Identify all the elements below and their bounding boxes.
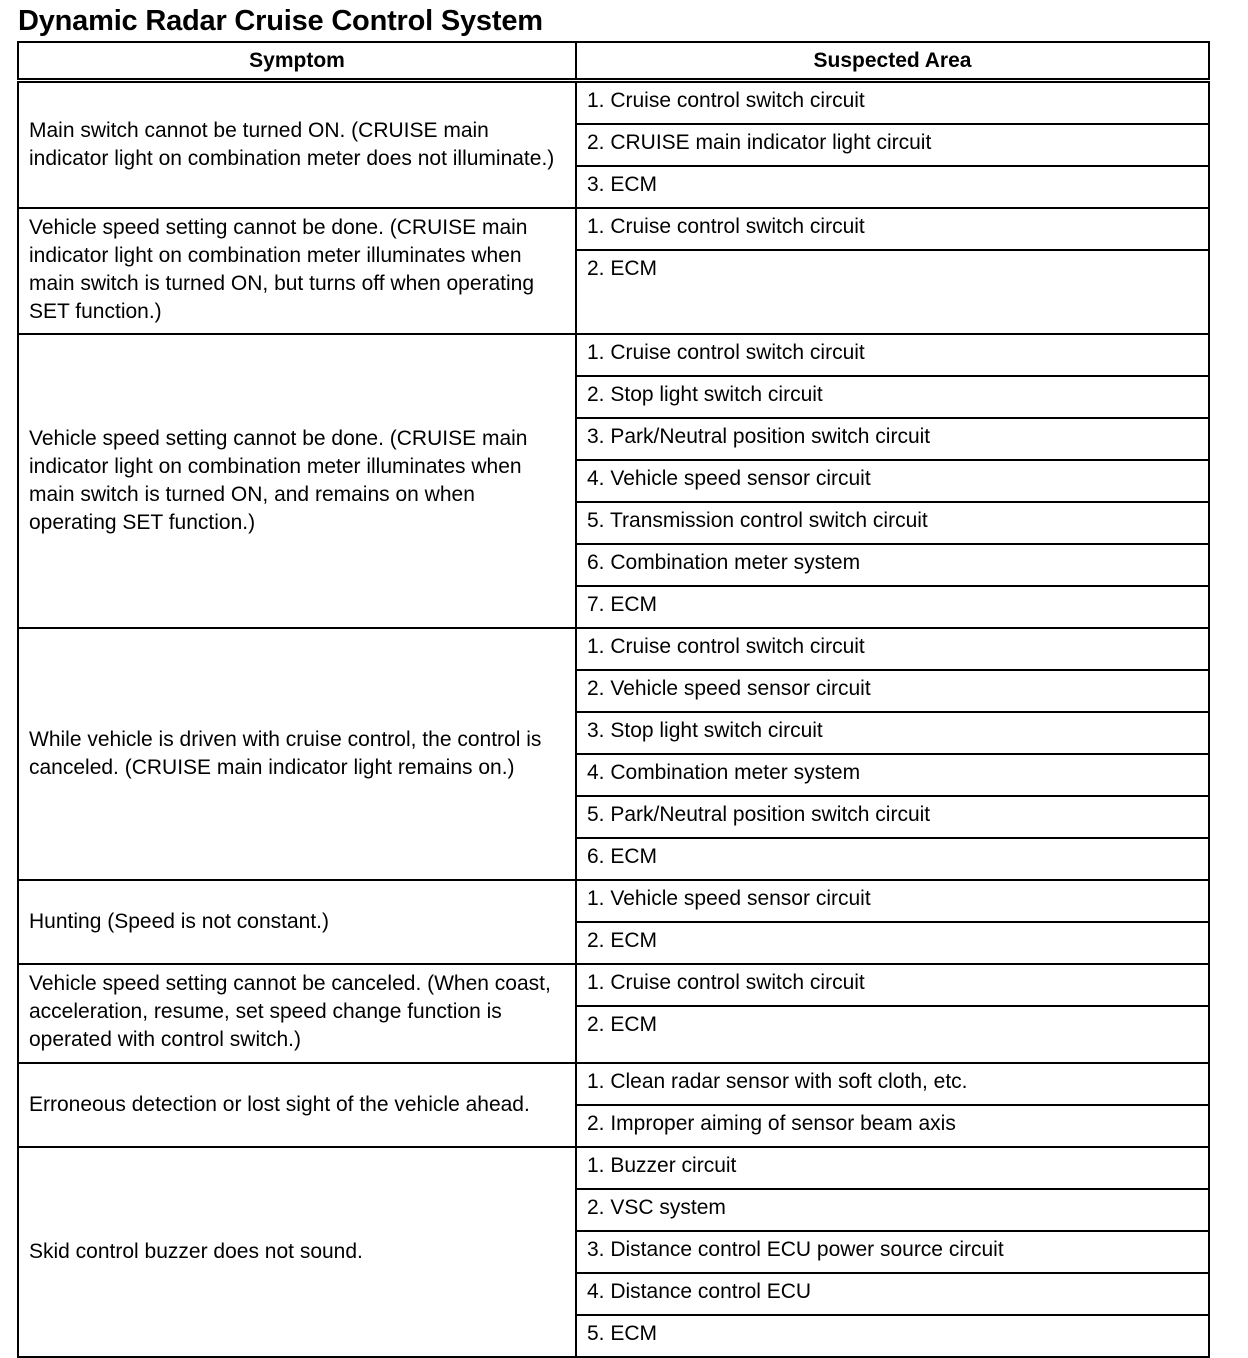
area-cell: 1. Buzzer circuit <box>576 1147 1209 1189</box>
table-row <box>18 208 1209 250</box>
area-cell: 5. ECM <box>576 1315 1209 1357</box>
symptom-cell: While vehicle is driven with cruise control, the control is canceled. (CRUISE main indicator light remains on.) <box>18 628 576 880</box>
header-suspected-area: Suspected Area <box>576 42 1209 81</box>
area-cell: 2. ECM <box>576 922 1209 964</box>
area-cell: 1. Vehicle speed sensor circuit <box>576 880 1209 922</box>
table-row <box>18 1147 1209 1189</box>
area-cell: 6. ECM <box>576 838 1209 880</box>
area-cell: 2. Vehicle speed sensor circuit <box>576 670 1209 712</box>
header-row <box>18 42 1209 81</box>
symptom-cell: Vehicle speed setting cannot be canceled. (When coast, acceleration, resume, set speed change function is operated with control switch.) <box>18 964 576 1063</box>
area-cell: 5. Transmission control switch circuit <box>576 502 1209 544</box>
area-cell: 5. Park/Neutral position switch circuit <box>576 796 1209 838</box>
area-cell: 3. Distance control ECU power source circuit <box>576 1231 1209 1273</box>
header-symptom: Symptom <box>18 42 576 81</box>
area-cell: 3. Stop light switch circuit <box>576 712 1209 754</box>
symptom-table <box>17 41 1210 1358</box>
table-row <box>18 628 1209 670</box>
page-title: Dynamic Radar Cruise Control System <box>18 5 543 37</box>
area-cell: 3. Park/Neutral position switch circuit <box>576 418 1209 460</box>
area-cell: 2. Improper aiming of sensor beam axis <box>576 1105 1209 1147</box>
area-cell: 1. Cruise control switch circuit <box>576 964 1209 1006</box>
area-cell: 4. Distance control ECU <box>576 1273 1209 1315</box>
area-cell: 7. ECM <box>576 586 1209 628</box>
area-cell: 1. Cruise control switch circuit <box>576 81 1209 125</box>
table-row <box>18 334 1209 376</box>
area-cell: 3. ECM <box>576 166 1209 208</box>
area-cell: 4. Combination meter system <box>576 754 1209 796</box>
symptom-cell: Vehicle speed setting cannot be done. (CRUISE main indicator light on combination meter illuminates when main switch is turned ON, and remains on when operating SET function.) <box>18 334 576 628</box>
table-row <box>18 964 1209 1006</box>
area-cell: 4. Vehicle speed sensor circuit <box>576 460 1209 502</box>
area-cell: 6. Combination meter system <box>576 544 1209 586</box>
area-cell: 2. ECM <box>576 1006 1209 1063</box>
symptom-cell: Skid control buzzer does not sound. <box>18 1147 576 1357</box>
table-row <box>18 81 1209 125</box>
table-row <box>18 880 1209 922</box>
table-row <box>18 1063 1209 1105</box>
area-cell: 1. Cruise control switch circuit <box>576 334 1209 376</box>
symptom-cell: Vehicle speed setting cannot be done. (CRUISE main indicator light on combination meter illuminates when main switch is turned ON, but turns off when operating SET function.) <box>18 208 576 334</box>
area-cell: 2. VSC system <box>576 1189 1209 1231</box>
area-cell: 2. Stop light switch circuit <box>576 376 1209 418</box>
symptom-cell: Erroneous detection or lost sight of the vehicle ahead. <box>18 1063 576 1147</box>
area-cell: 1. Cruise control switch circuit <box>576 208 1209 250</box>
symptom-cell: Main switch cannot be turned ON. (CRUISE main indicator light on combination meter does not illuminate.) <box>18 81 576 209</box>
area-cell: 1. Clean radar sensor with soft cloth, etc. <box>576 1063 1209 1105</box>
area-cell: 1. Cruise control switch circuit <box>576 628 1209 670</box>
area-cell: 2. CRUISE main indicator light circuit <box>576 124 1209 166</box>
area-cell: 2. ECM <box>576 250 1209 334</box>
symptom-cell: Hunting (Speed is not constant.) <box>18 880 576 964</box>
